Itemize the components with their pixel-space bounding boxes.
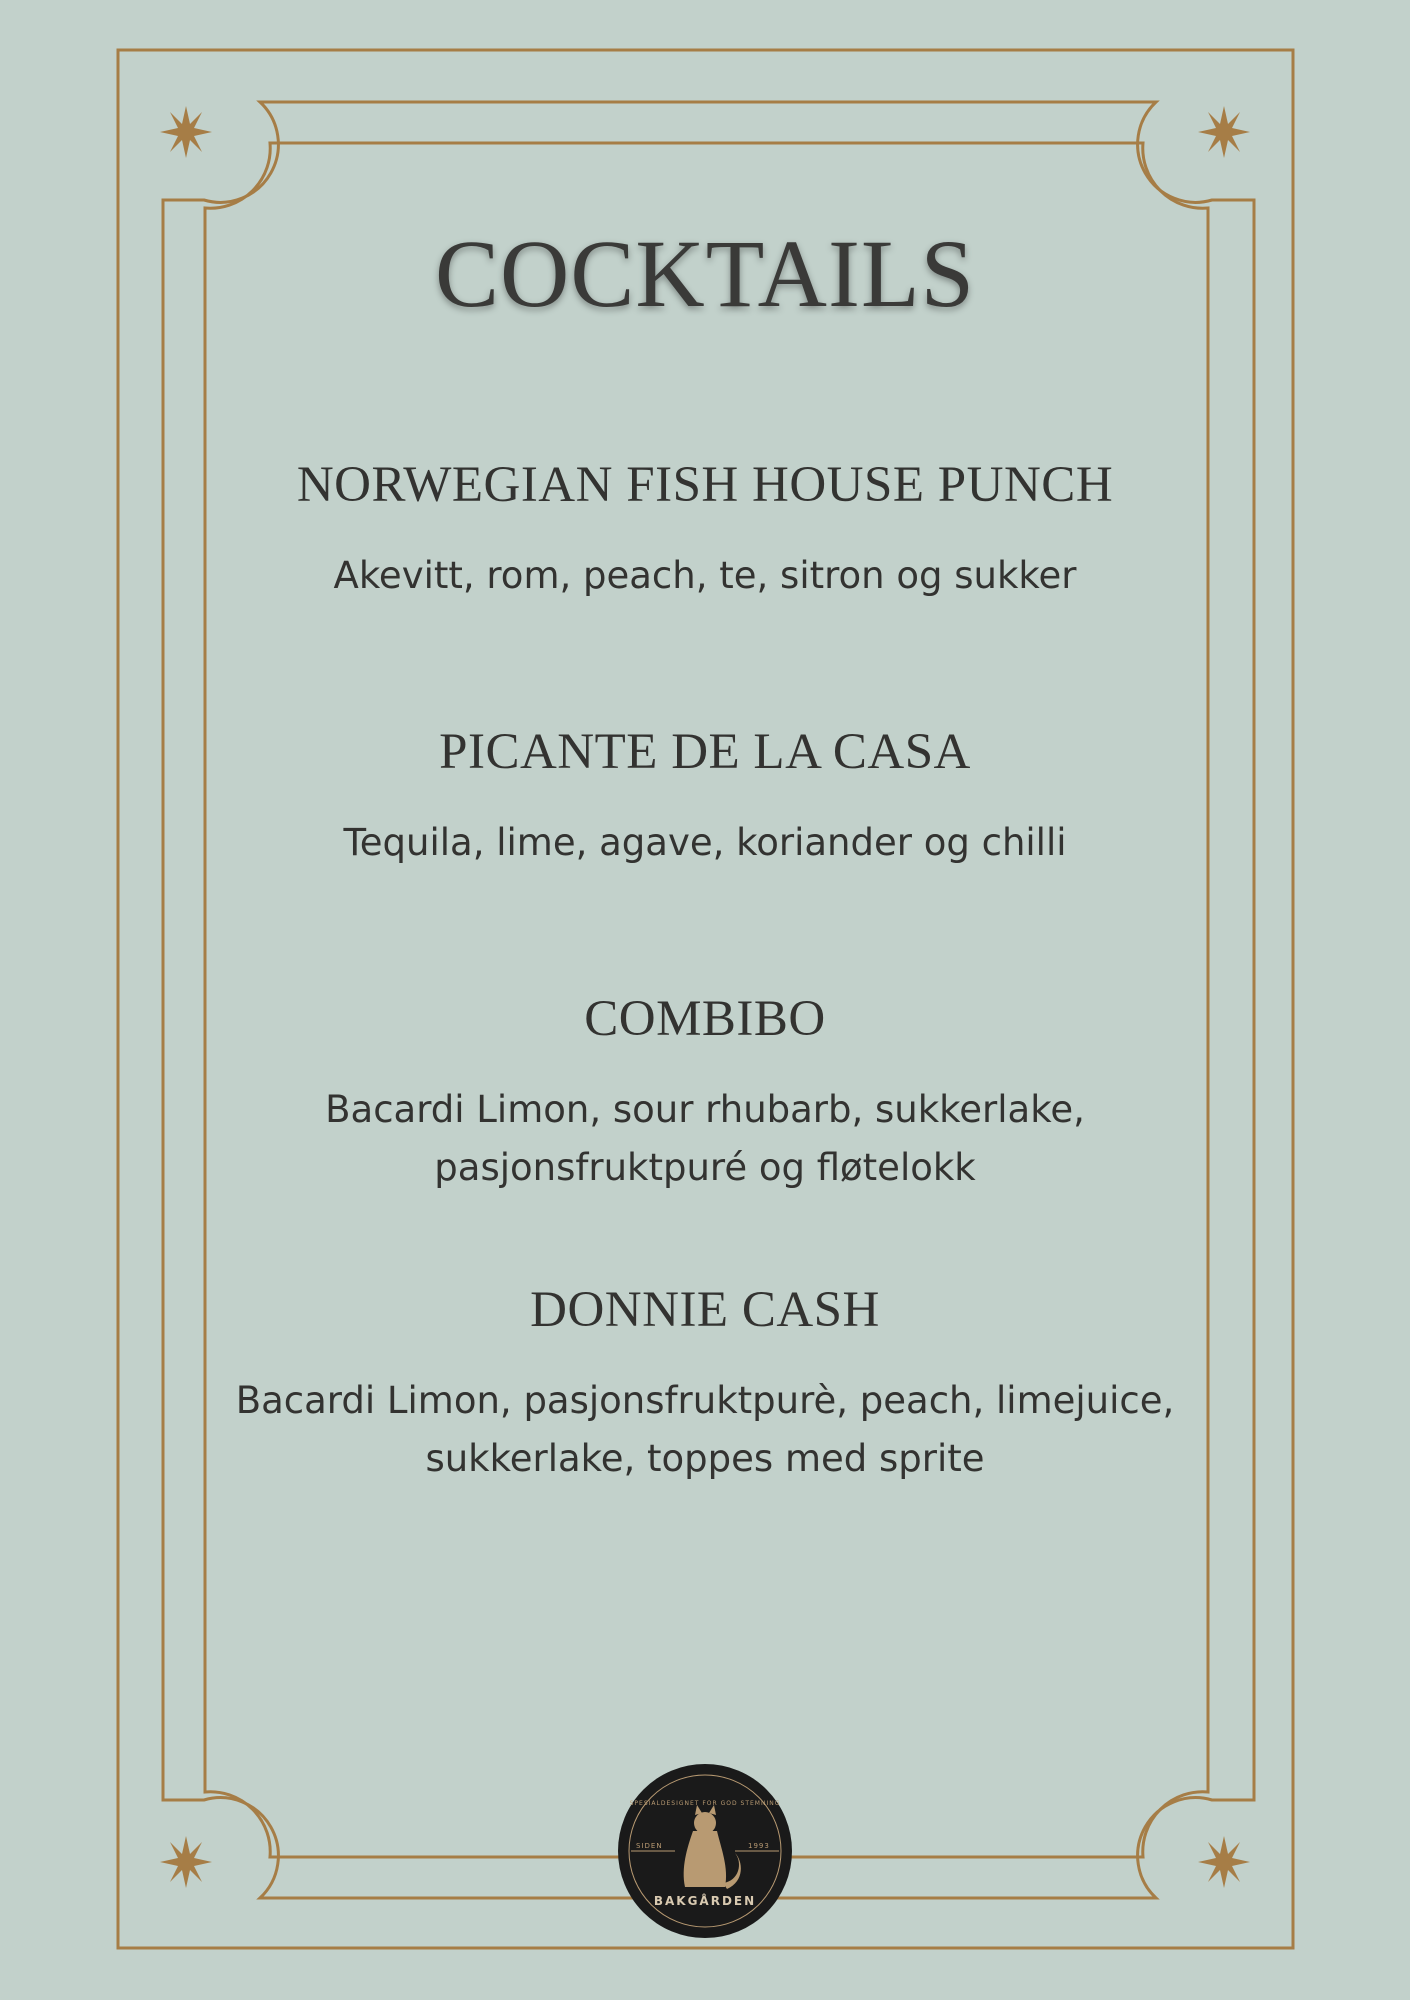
star-top-right-icon [1198, 106, 1250, 158]
item-description-donnie-cash-line-1: Bacardi Limon, pasjonsfruktpurè, peach, limejuice, [235, 1379, 1175, 1422]
item-description-picante-de-la-casa: Tequila, lime, agave, koriander og chilli [343, 821, 1067, 864]
item-name-donnie-cash: DONNIE CASH [530, 1282, 880, 1338]
item-name-picante-de-la-casa: PICANTE DE LA CASA [439, 724, 971, 780]
menu-title: COCKTAILS [435, 220, 975, 327]
star-top-left-icon [160, 106, 212, 158]
item-description-donnie-cash-line-2: sukkerlake, toppes med sprite [425, 1437, 985, 1480]
logo-year: 1993 [748, 1842, 770, 1850]
item-name-combibo: COMBIBO [584, 991, 826, 1047]
star-bottom-right-icon [1198, 1836, 1250, 1888]
star-bottom-left-icon [160, 1836, 212, 1888]
logo-tagline: SPESIALDESIGNET FOR GOD STEMNING [629, 1800, 781, 1807]
item-description-combibo-line-2: pasjonsfruktpuré og fløtelokk [434, 1146, 976, 1189]
item-name-norwegian-fish-house-punch: NORWEGIAN FISH HOUSE PUNCH [296, 457, 1114, 513]
item-description-combibo-line-1: Bacardi Limon, sour rhubarb, sukkerlake, [325, 1088, 1085, 1131]
item-description-norwegian-fish-house-punch: Akevitt, rom, peach, te, sitron og sukker [333, 554, 1077, 597]
logo-name: BAKGÅRDEN [653, 1894, 757, 1908]
logo-since-label: SIDEN [636, 1842, 663, 1850]
bakgarden-logo [617, 1763, 793, 1939]
